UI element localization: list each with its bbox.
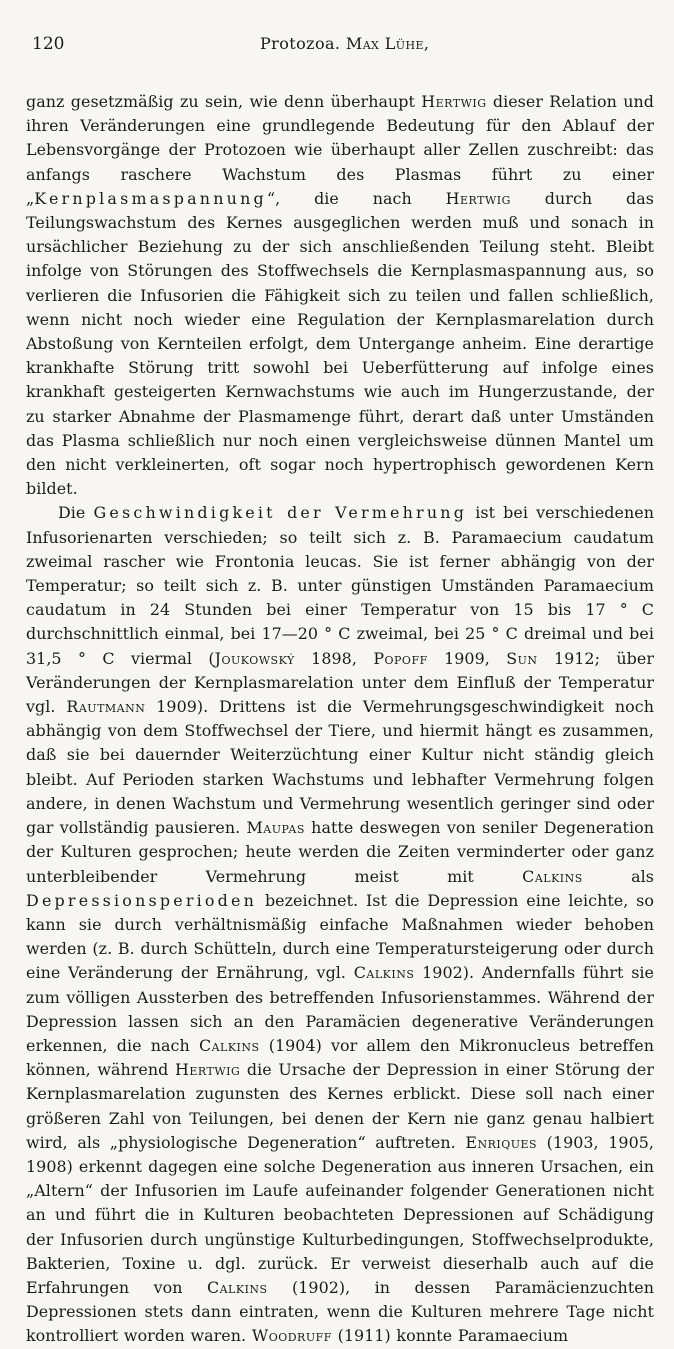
author-name: Sun <box>506 648 538 668</box>
author-name: Calkins <box>198 1035 260 1055</box>
page-header <box>26 28 654 62</box>
text-run: “, die nach <box>266 188 446 208</box>
text-run: 1909, <box>427 648 507 668</box>
running-head-author: Max Lühe, <box>345 34 430 53</box>
text-run: ganz gesetzmäßig zu sein, wie denn überhaupt <box>26 92 422 111</box>
page-number: 120 <box>32 34 65 54</box>
text-run: hatte deswegen von seniler Degeneration der Kulturen gesprochen; heute werden die Zeiten verminderter oder ganz unterbleibender Vermehrung meist mit <box>26 818 654 886</box>
author-name: Rautmann <box>66 697 146 717</box>
text-run: 1902). Andernfalls führt sie zum völligen Aussterben des betreffenden Infusorienstammes. Während der Depression lassen sich an den Paramäcien degenerative Veränderungen erkennen, die nach <box>26 963 654 1055</box>
text-run: die Ursache der Depression in einer Störung der Kernplasmarelation zugunsten des Kernes erblickt. Diese soll nach einer größeren Zahl von Teilungen, bei denen der Kern nie ganz genau halbiert wird, als „physiologische Degeneration“ auftreten. <box>26 1060 654 1152</box>
author-name: Joukowský <box>214 648 295 668</box>
author-name: Popoff <box>373 648 428 668</box>
text-run: (1911) konnte Paramaecium <box>331 1326 569 1346</box>
author-name: Calkins <box>206 1277 268 1297</box>
text-run: 1912; über Veränderungen der Kernplasmarelation unter dem Einfluß der Temperatur vgl. <box>26 648 654 717</box>
author-name: Calkins <box>353 963 415 983</box>
author-name: Hertwig <box>445 188 511 208</box>
running-head-title: Protozoa. <box>260 34 341 53</box>
author-name: Calkins <box>522 866 583 886</box>
text-run: Die <box>58 503 94 523</box>
text-run: durch das Teilungswachstum des Kernes ausgeglichen werden muß und sonach in ursächlicher Beziehung zu der sich anschließenden Teilung steht. Bleibt infolge von Störungen des Stoffwechsels die Kernplasmaspannung aus, so verlieren die Infusorien die Fähigkeit sich zu teilen und fallen schließlich, wenn nicht noch wieder eine Regulation der Kernplasmarelation durch Abstoßung von Kernteilen erfolgt, dem Untergange anheim. Eine derartige krankhafte Störung tritt sowohl bei Ueberfütterung auf infolge eines krankhaft gesteigerten Kernwachstums wie auch im Hungerzustande, der zu starker Abnahme der Plasmamenge führt, derart daß unter Umständen das Plasma schließlich nur noch einen vergleichsweise dünnen Mantel um den nicht verkleinerten, oft sogar noch hypertrophisch gewordenen Kern bildet. <box>26 188 654 499</box>
author-name: Woodruff <box>251 1326 332 1346</box>
text-run: bezeichnet. Ist die Depression eine leichte, so kann sie durch verhältnismäßig einfache Maßnahmen wieder behoben werden (z. B. durch Schütteln, durch eine Temperatursteigerung oder durch eine Veränderung der Ernährung, vgl. <box>26 890 654 983</box>
running-head <box>260 34 429 54</box>
text-run: (1902), in dessen Paramäcienzuchten Depressionen stets dann eintraten, wenn die Kulturen mehrere Tage nicht kontrolliert worden waren. <box>26 1277 654 1346</box>
spaced-term: Kernplasmaspannung <box>34 188 267 208</box>
author-name: Hertwig <box>175 1060 241 1080</box>
text-run: als <box>582 866 655 886</box>
text-run: 1909). Drittens ist die Vermehrungsgeschwindigkeit noch abhängig von dem Stoffwechsel der Tiere, und hiermit hängt es zusammen, daß sie bei dauernder Weiterzüchtung einer Kultur nicht ständig gleich bleibt. Auf Perioden starken Wachstums und lebhafter Vermehrung folgen andere, in denen Wachstum und Vermehrung wesentlich geringer sind oder gar vollständig pausieren. <box>26 697 654 838</box>
author-name: Hertwig <box>421 92 487 111</box>
text-run: 1898, <box>294 648 374 668</box>
author-name: Maupas <box>246 818 305 838</box>
text-run: (1904) vor allem den Mikronucleus betreffen können, während <box>26 1035 654 1080</box>
spaced-term: Depressionsperioden <box>26 890 258 910</box>
text-run: dieser Relation und ihren Veränderungen eine grundlegende Bedeutung für den Ablauf der Lebensvorgänge der Protozoen wie überhaupt aller Zellen zuschreibt: das anfangs raschere Wachstum des Plasmas führt zu einer „ <box>26 92 655 208</box>
body-text <box>26 90 654 1349</box>
text-run: (1903, 1905, 1908) erkennt dagegen eine solche Degeneration aus inneren Ursachen, ein „Altern“ der Infusorien im Laufe aufeinander folgender Generationen nicht an und führt die in Kulturen beobachteten Depressionen auf Schädigung der Infusorien durch ungünstige Kulturbedingungen, Stoffwechselprodukte, Bakterien, Toxine u. dgl. zurück. Er verweist dieserhalb auch auf die Erfahrungen von <box>26 1132 654 1297</box>
text-run: ist bei verschiedenen Infusorienarten verschieden; so teilt sich z. B. Paramaecium caudatum zweimal rascher wie Frontonia leucas. Sie ist ferner abhängig von der Temperatur; so teilt sich z. B. unter günstigen Umständen Paramaecium caudatum in 24 Stunden bei einer Temperatur von 15 bis 17 ° C durchschnittlich einmal, bei 17—20 ° C zweimal, bei 25 ° C dreimal und bei 31,5 ° C viermal ( <box>26 503 654 668</box>
spaced-term: Geschwindigkeit der Vermehrung <box>93 503 468 523</box>
author-name: Enriques <box>465 1132 538 1152</box>
paragraph <box>26 90 654 501</box>
paragraph <box>26 501 654 1348</box>
